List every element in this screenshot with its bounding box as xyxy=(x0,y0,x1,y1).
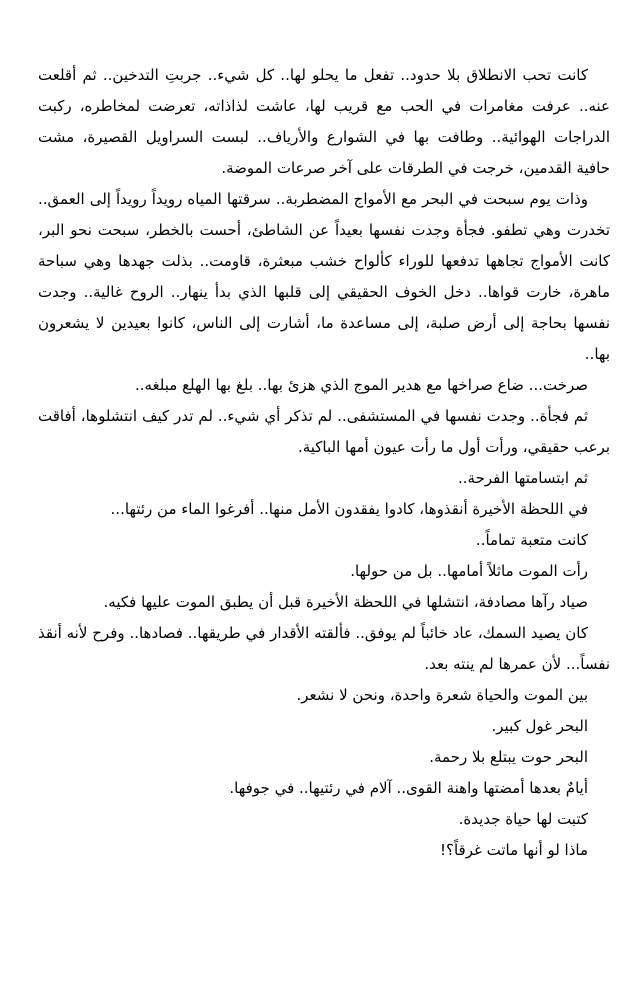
line-what-if: ماذا لو أنها ماتت غرقاً؟! xyxy=(439,841,588,859)
line-smile: ثم ابتسامتها الفرحة.. xyxy=(457,469,588,487)
line-rescued: في اللحظة الأخيرة أنقذوها، كادوا يفقدون الأمل منها.. أفرغوا الماء من رئتها... xyxy=(110,500,588,518)
line-fisherman: صياد رآها مصادفة، انتشلها في اللحظة الأخيرة قبل أن يطبق الموت عليها فكيه. xyxy=(103,593,588,611)
line-tired: كانت متعبة تماماً.. xyxy=(475,531,588,549)
line-new-life: كتبت لها حياة جديدة. xyxy=(458,810,588,828)
line-saw-death: رأت الموت ماثلاً أمامها.. بل من حولها. xyxy=(350,562,588,580)
line-sea-ghoul: البحر غول كبير. xyxy=(491,717,588,735)
paragraph-fisher: كان يصيد السمك، عاد خائباً لم يوفق.. فألقته الأقدار في طريقها.. فصادها.. وفرح لأنه أنقذ نفساً... لأن عمرها لم ينته بعد. xyxy=(38,624,610,673)
paragraph-swimming: وذات يوم سبحت في البحر مع الأمواج المضطربة.. سرقتها المياه رويداً رويداً إلى العمق.. تخدرت وهي تطفو. فجأة وجدت نفسها بعيداً عن الشاطئ، أحست بالخطر، سبحت نحو البر، كانت الأمواج تجاهها تدفعها للوراء كألواح خشب مبعثرة، قاومت.. بذلت جهدها وهي سباحة ماهرة، خارت قواها.. دخل الخوف الحقيقي إلى قلبها الذي بدأ ينهار.. الروح غالية.. وجدت نفسها بحاجة إلى أرض صلبة، إلى مساعدة ما، أشارت إلى الناس، كانوا بعيدين لا يشعرون بها.. xyxy=(38,190,610,363)
line-sea-whale: البحر حوت يبتلع بلا رحمة. xyxy=(429,748,588,766)
paragraph-hospital: ثم فجأة.. وجدت نفسها في المستشفى.. لم تذكر أي شيء.. لم تدر كيف انتشلوها، أفاقت برعب حقيقي، ورأت أول ما رأت عيون أمها الباكية. xyxy=(38,407,610,456)
paragraph-scream: صرخت... ضاع صراخها مع هدير الموج الذي هزئ بها.. بلغ بها الهلع مبلغه.. xyxy=(134,376,588,394)
paragraph-intro: كانت تحب الانطلاق بلا حدود.. تفعل ما يحلو لها.. كل شيء.. جربتِ التدخين.. ثم أقلعت عنه.. عرفت مغامرات في الحب مع قريب لها، عاشت لذاذاته، تعرضت لمخاطره، ركبت الدراجات الهوائية.. وطافت بها في الشوارع والأرياف.. لبست السراويل القصيرة، مشت حافية القدمين، خرجت في الطرقات على آخر صرعات الموضة. xyxy=(38,66,610,177)
line-days-after: أيامٌ بعدها أمضتها واهنة القوى.. آلام في رئتيها.. في جوفها. xyxy=(229,779,588,797)
story-page xyxy=(38,60,610,866)
line-thin-hair: بين الموت والحياة شعرة واحدة، ونحن لا نشعر. xyxy=(296,686,588,704)
